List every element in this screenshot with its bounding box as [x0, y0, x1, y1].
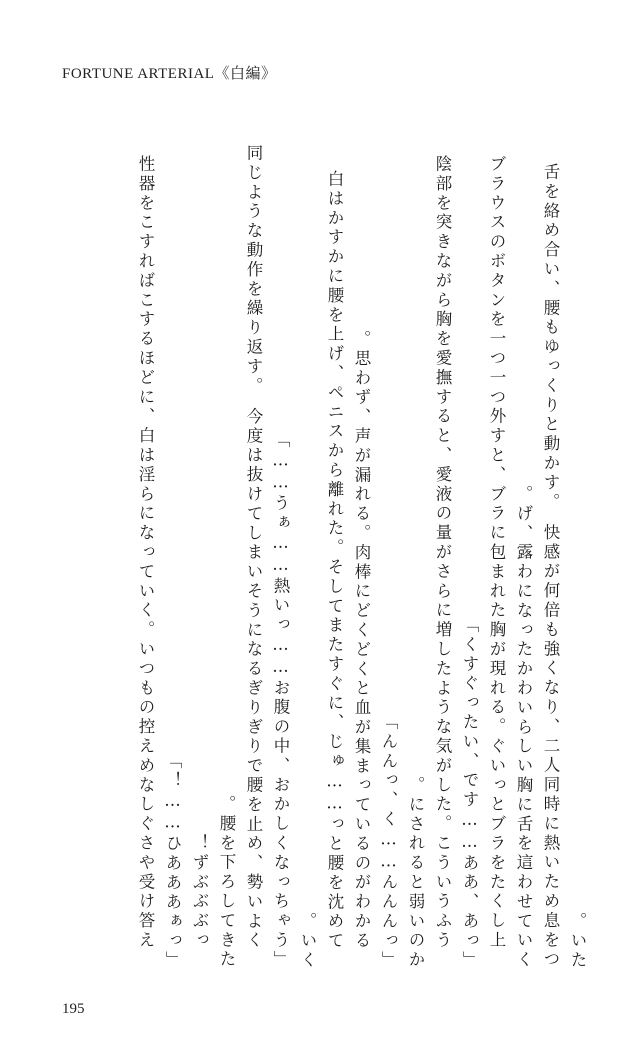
- text-line: 腰を下ろしてきた。: [217, 795, 236, 970]
- text-line: にされると弱いのか。: [406, 775, 425, 970]
- text-line: いた。: [568, 911, 587, 970]
- text-line: げ、露わになったかわいらしい胸に舌を這わせていく。: [514, 484, 533, 970]
- text-line: いく。: [298, 911, 317, 970]
- text-line: 「ひあああぁっ……！」: [163, 751, 182, 970]
- text-line: 思わず、声が漏れる。肉棒にどくどくと血が集まっているのがわかる。: [352, 329, 371, 970]
- text-line: 同じような動作を繰り返す。 今度は抜けてしまいそうになるぎりぎりで腰を止め、勢いよく: [244, 144, 263, 970]
- vertical-text-body: [40, 100, 585, 970]
- text-line: ずぶぶぶっ！: [190, 834, 209, 970]
- page-header: FORTUNE ARTERIAL《白編》: [62, 66, 277, 82]
- text-line: 陰部を突きながら胸を愛撫すると、愛液の量がさらに増したような気がした。こういうふう: [433, 155, 452, 970]
- text-line: 性器をこすればこするほどに、白は淫らになっていく。いつもの控えめなしぐさや受け答え: [136, 155, 155, 970]
- text-line: 「うぁ……熱いっ……お腹の中、おかしくなっちゃう……」: [271, 431, 290, 970]
- text-line: ブラウスのボタンを一つ一つ外すと、ブラに包まれた胸が現れる。ぐいっとブラをたくし上: [487, 155, 506, 970]
- text-line: 舌を絡め合い、腰もゆっくりと動かす。 快感が何倍も強くなり、二人同時に熱いため息をつ: [541, 163, 560, 970]
- text-line: 白はかすかに腰を上げ、ペニスから離れた。そしてまたすぐに、じゅ……っと腰を沈めて: [325, 169, 344, 970]
- text-columns: [40, 100, 585, 970]
- page-number: 195: [62, 1001, 85, 1017]
- text-line: 「くすぐったい、です……ああ、あっ」: [460, 615, 479, 970]
- text-line: 「んんっ、く……んんんっ」: [379, 712, 398, 970]
